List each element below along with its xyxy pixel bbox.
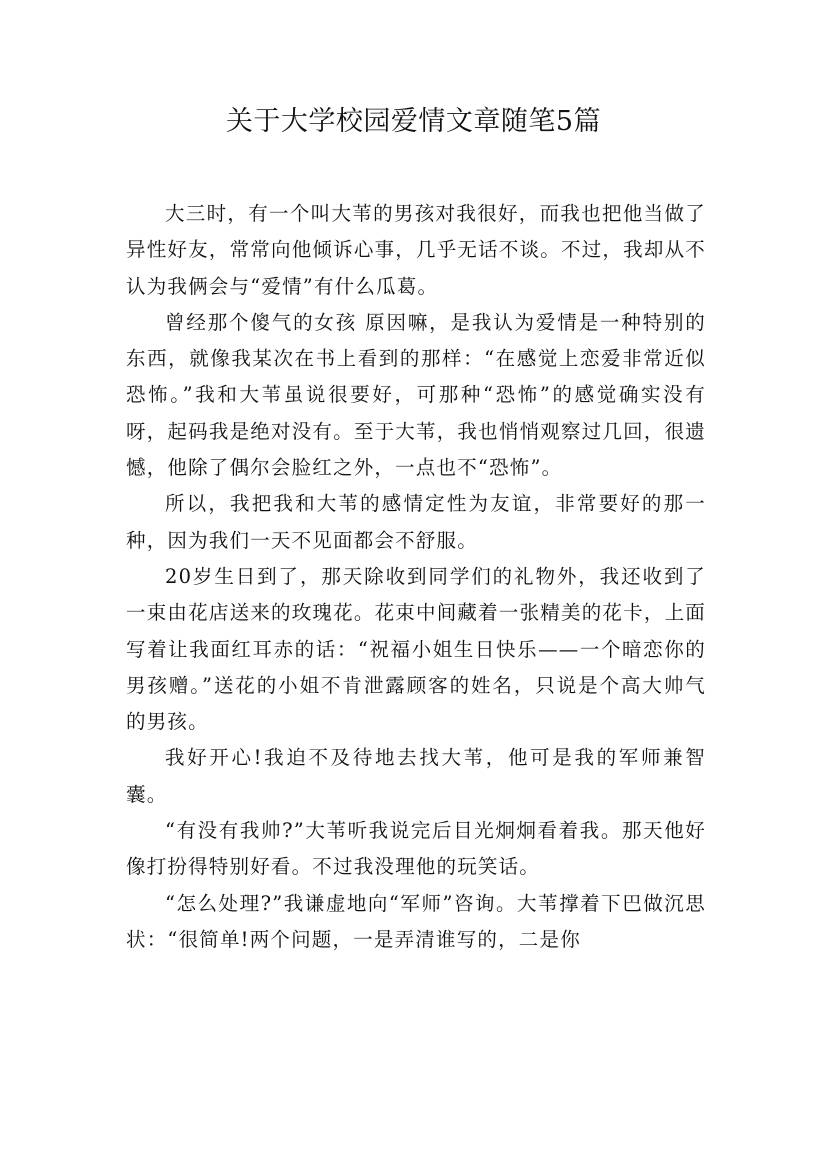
paragraph: “有没有我帅?”大苇听我说完后目光炯炯看着我。那天他好像打扮得特别好看。不过我没理他的玩笑话。 (126, 819, 706, 879)
paragraph: 大三时，有一个叫大苇的男孩对我很好，而我也把他当做了异性好友，常常向他倾诉心事，几乎无话不谈。不过，我却从不认为我俩会与“爱情”有什么瓜葛。 (126, 202, 706, 298)
paragraph: “怎么处理?”我谦虚地向“军师”咨询。大苇撑着下巴做沉思状：“很简单!两个问题，一是弄清谁写的，二是你 (126, 891, 706, 951)
paragraph: 20岁生日到了，那天除收到同学们的礼物外，我还收到了一束由花店送来的玫瑰花。花束中间藏着一张精美的花卡，上面写着让我面红耳赤的话：“祝福小姐生日快乐——一个暗恋你的男孩赠。”送花的小姐不肯泄露顾客的姓名，只说是个高大帅气的男孩。 (126, 564, 706, 734)
document-title: 关于大学校园爱情文章随笔5篇 (225, 106, 602, 137)
paragraph: 我好开心!我迫不及待地去找大苇，他可是我的军师兼智囊。 (126, 746, 706, 806)
paragraph: 曾经那个傻气的女孩 原因嘛，是我认为爱情是一种特别的东西，就像我某次在书上看到的那样：“在感觉上恋爱非常近似恐怖。”我和大苇虽说很要好，可那种“恐怖”的感觉确实没有呀，起码我是绝对没有。至于大苇，我也悄悄观察过几回，很遗憾，他除了偶尔会脸红之外，一点也不“恐怖”。 (126, 310, 706, 480)
document-body (126, 196, 706, 958)
paragraph: 所以，我把我和大苇的感情定性为友谊，非常要好的那一种，因为我们一天不见面都会不舒服。 (126, 492, 706, 552)
